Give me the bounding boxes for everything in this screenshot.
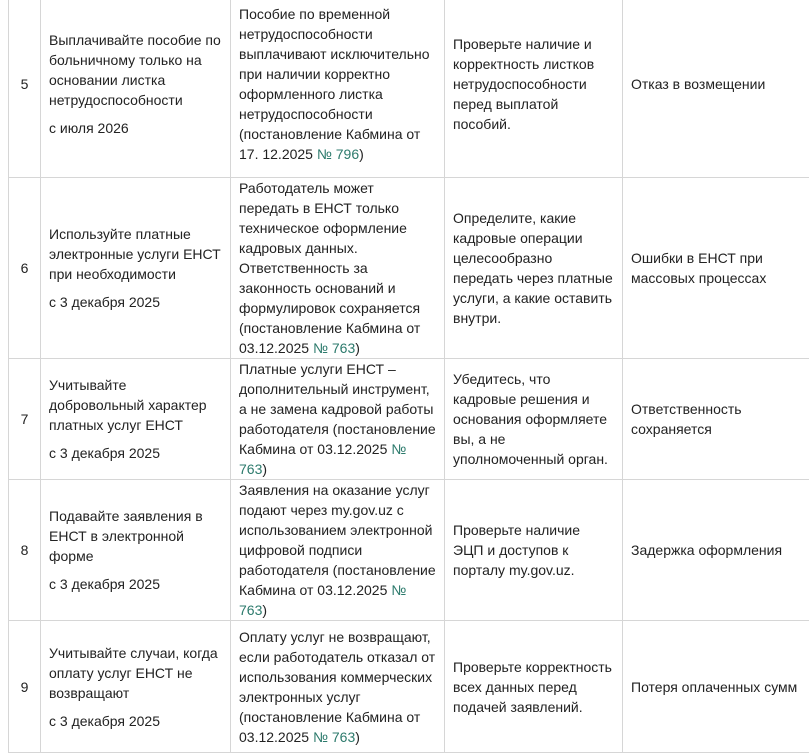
basis-text: Платные услуги ЕНСТ – дополнительный инструмент, а не замена кадровой работы работодателя (постановление Кабмина от 03.12.2025	[239, 361, 436, 457]
row-number: 7	[9, 359, 41, 480]
action-cell	[41, 0, 231, 178]
basis-text: Работодатель может передать в ЕНСТ только техническое оформление кадровых данных. Ответственность за законность оснований и формулировок сохраняется (постановление Кабмина от 03.12.2025	[239, 180, 421, 356]
resolution-link[interactable]: № 763	[312, 728, 356, 745]
table-row	[9, 178, 809, 359]
basis-text: Заявления на оказание услуг подают через my.gov.uz с использованием электронной цифровой подписи работодателя (постановление Кабмина от 03.12.2025	[239, 482, 436, 598]
risk-cell: Потеря оплаченных сумм	[623, 621, 809, 753]
effective-date: с 3 декабря 2025	[49, 712, 161, 729]
basis-close: )	[355, 728, 360, 745]
requirements-table	[8, 0, 809, 753]
basis-close: )	[355, 340, 360, 356]
basis-text: Оплату услуг не возвращают, если работодатель отказал от использования коммерческих электронных услуг (постановление Кабмина от 03.12.2025	[239, 628, 436, 745]
row-number: 9	[9, 621, 41, 753]
row-number: 6	[9, 178, 41, 359]
check-cell: Определите, какие кадровые операции целесообразно передать через платные услуги, а какие оставить внутри.	[445, 178, 623, 359]
action-text: Выплачивайте пособие по больничному только на основании листка нетрудоспособности	[49, 32, 221, 108]
resolution-link[interactable]: № 763	[312, 340, 356, 356]
basis-close: )	[359, 146, 364, 162]
basis-text: Пособие по временной нетрудоспособности выплачивают исключительно при наличии корректно оформленного листка нетрудоспособности (постановление Кабмина от 17. 12.2025	[239, 6, 430, 162]
action-cell	[41, 359, 231, 480]
basis-cell	[231, 359, 445, 480]
check-cell: Убедитесь, что кадровые решения и основания оформляете вы, а не уполномоченный орган.	[445, 359, 623, 480]
check-cell: Проверьте наличие и корректность листков нетрудоспособности перед выплатой пособий.	[445, 0, 623, 178]
check-cell: Проверьте корректность всех данных перед подачей заявлений.	[445, 621, 623, 753]
row-number: 8	[9, 480, 41, 621]
table-row	[9, 480, 809, 621]
risk-cell: Ответственность сохраняется	[623, 359, 809, 480]
effective-date: с 3 декабря 2025	[49, 294, 161, 310]
resolution-link[interactable]: № 763	[239, 582, 407, 618]
basis-cell	[231, 0, 445, 178]
check-cell: Проверьте наличие ЭЦП и доступов к порталу my.gov.uz.	[445, 480, 623, 621]
basis-cell	[231, 178, 445, 359]
table-row	[9, 621, 809, 753]
resolution-link[interactable]: № 763	[239, 441, 407, 477]
effective-date: с июля 2026	[49, 120, 129, 136]
table-row	[9, 0, 809, 178]
effective-date: с 3 декабря 2025	[49, 445, 161, 461]
action-cell	[41, 178, 231, 359]
basis-close: )	[262, 461, 268, 477]
action-text: Подавайте заявления в ЕНСТ в электронной форме	[49, 508, 203, 564]
table-row	[9, 359, 809, 480]
risk-cell: Ошибки в ЕНСТ при массовых процессах	[623, 178, 809, 359]
risk-cell: Отказ в возмещении	[623, 0, 809, 178]
risk-cell: Задержка оформления	[623, 480, 809, 621]
row-number: 5	[9, 0, 41, 178]
action-cell	[41, 480, 231, 621]
action-cell	[41, 621, 231, 753]
basis-cell	[231, 621, 445, 753]
basis-cell	[231, 480, 445, 621]
effective-date: с 3 декабря 2025	[49, 576, 161, 592]
basis-close: )	[262, 602, 268, 618]
action-text: Учитывайте добровольный характер платных услуг ЕНСТ	[49, 377, 207, 433]
action-text: Используйте платные электронные услуги ЕНСТ при необходимости	[49, 226, 221, 282]
resolution-link[interactable]: № 796	[316, 146, 360, 162]
action-text: Учитывайте случаи, когда оплату услуг ЕНСТ не возвращают	[49, 644, 218, 701]
